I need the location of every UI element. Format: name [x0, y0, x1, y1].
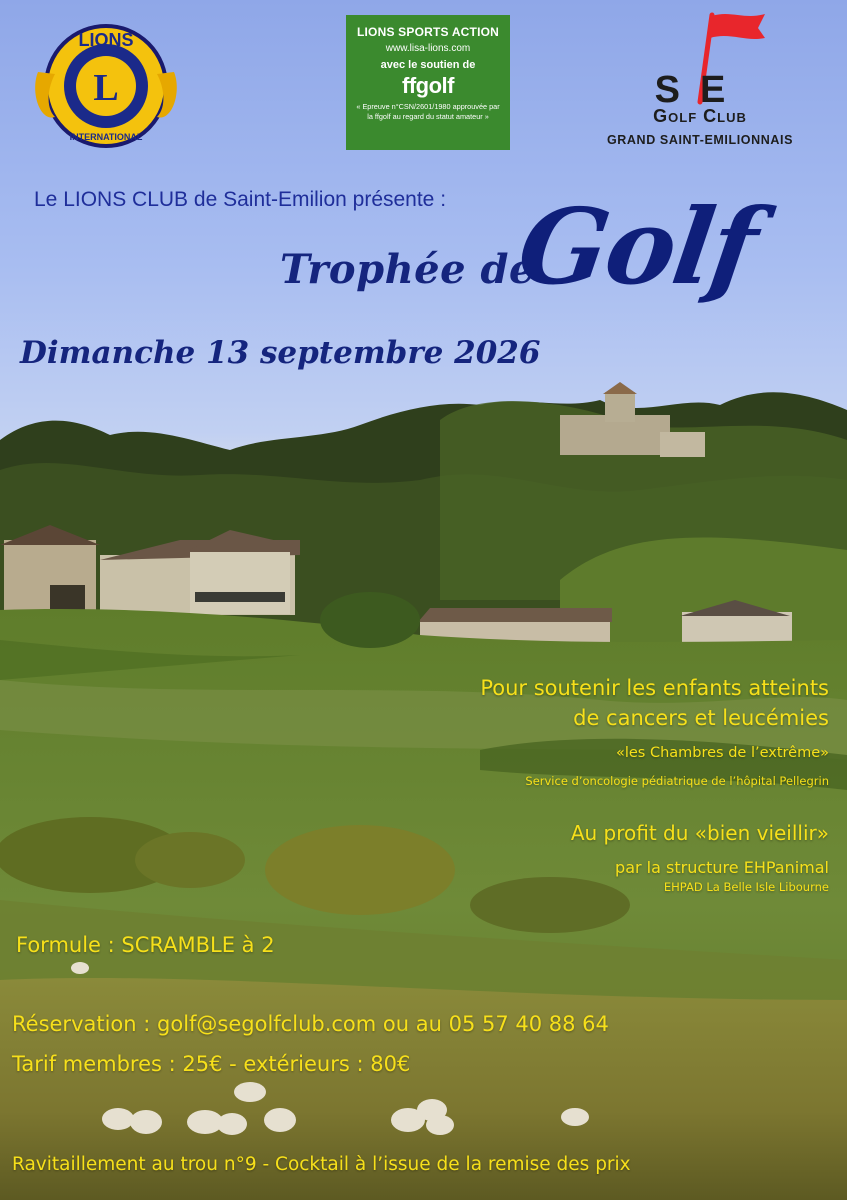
lions-logo-bottom-text: INTERNATIONAL — [69, 132, 143, 142]
lsa-url: www.lisa-lions.com — [385, 43, 471, 54]
reservation-line: Réservation : golf@segolfclub.com ou au 05 57 40 88 64 — [12, 1012, 609, 1036]
presents-line: Le LIONS CLUB de Saint-Emilion présente : — [34, 188, 447, 211]
golf-title: Golf — [511, 185, 764, 308]
lions-logo-letter: L — [93, 67, 119, 109]
lsa-title: LIONS SPORTS ACTION — [356, 25, 500, 39]
cause-line-2: de cancers et leucémies — [573, 706, 829, 730]
club-logo-letters: SE — [654, 69, 746, 111]
formule-line: Formule : SCRAMBLE à 2 — [16, 933, 275, 957]
ravitaillement-line: Ravitaillement au trou n°9 - Cocktail à l’issue de la remise des prix — [12, 1154, 631, 1175]
ffgolf-logo: ffgolf — [402, 73, 454, 98]
cause-line-1: Pour soutenir les enfants atteints — [480, 676, 829, 700]
club-subtitle: GRAND SAINT-EMILIONNAIS — [606, 133, 794, 147]
lions-international-logo — [30, 12, 182, 160]
ehpad-line: EHPAD La Belle Isle Libourne — [663, 880, 829, 894]
service-line: Service d’oncologie pédiatrique de l’hôpital Pellegrin — [525, 774, 829, 788]
golf-course-landscape — [0, 380, 847, 1200]
trophy-title: Trophée de — [280, 246, 535, 293]
profit-line: Au profit du «bien vieillir» — [570, 821, 829, 845]
lsa-note: « Epreuve n°CSN/2601/1980 approuvée par la ffgolf au regard du statut amateur » — [356, 102, 500, 121]
structure-line: par la structure EHPanimal — [615, 858, 829, 877]
club-name: Golf Club — [653, 106, 747, 126]
event-date: Dimanche 13 septembre 2026 — [20, 335, 541, 371]
lsa-support: avec le soutien de — [380, 59, 476, 71]
lions-sports-action-box — [346, 15, 510, 150]
chambres-line: «les Chambres de l’extrême» — [615, 745, 829, 761]
lions-logo-top-text: LIONS — [78, 30, 134, 50]
tarif-line: Tarif membres : 25€ - extérieurs : 80€ — [12, 1052, 411, 1076]
